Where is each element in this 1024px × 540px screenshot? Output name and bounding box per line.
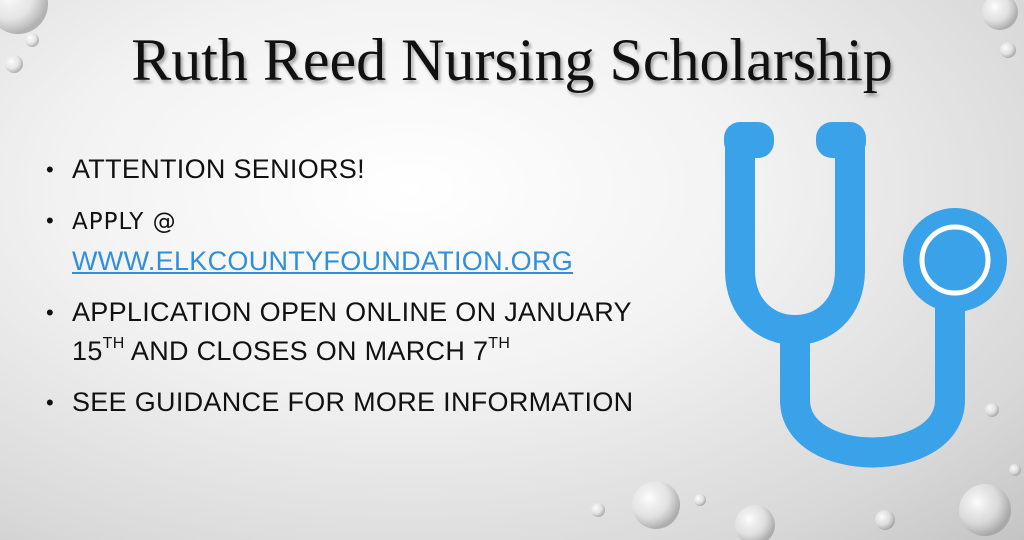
bullet-application-dates — [46, 293, 686, 371]
bullet-list — [46, 150, 686, 434]
bullet-guidance — [46, 383, 686, 422]
bullet-dot: • — [46, 300, 55, 325]
open-day: 15 — [72, 336, 103, 366]
attention-text: ATTENTION SENIORS! — [72, 154, 365, 184]
application-line1: APPLICATION OPEN ONLINE ON JANUARY — [72, 297, 632, 327]
foundation-link[interactable]: WWW.ELKCOUNTYFOUNDATION.ORG — [72, 246, 574, 276]
guidance-text: SEE GUIDANCE FOR MORE INFORMATION — [72, 387, 634, 417]
close-text: AND CLOSES ON MARCH 7 — [124, 336, 489, 366]
bullet-dot: • — [46, 390, 55, 415]
apply-text: APPLY @ — [72, 209, 177, 235]
open-day-suffix: TH — [102, 335, 125, 352]
bullet-apply — [46, 201, 686, 281]
bullet-dot: • — [46, 208, 55, 233]
stethoscope-icon — [700, 110, 1020, 510]
slide-title: Ruth Reed Nursing Scholarship — [131, 27, 893, 93]
bullet-attention — [46, 150, 686, 189]
close-day-suffix: TH — [488, 335, 511, 352]
bullet-dot: • — [46, 157, 55, 182]
